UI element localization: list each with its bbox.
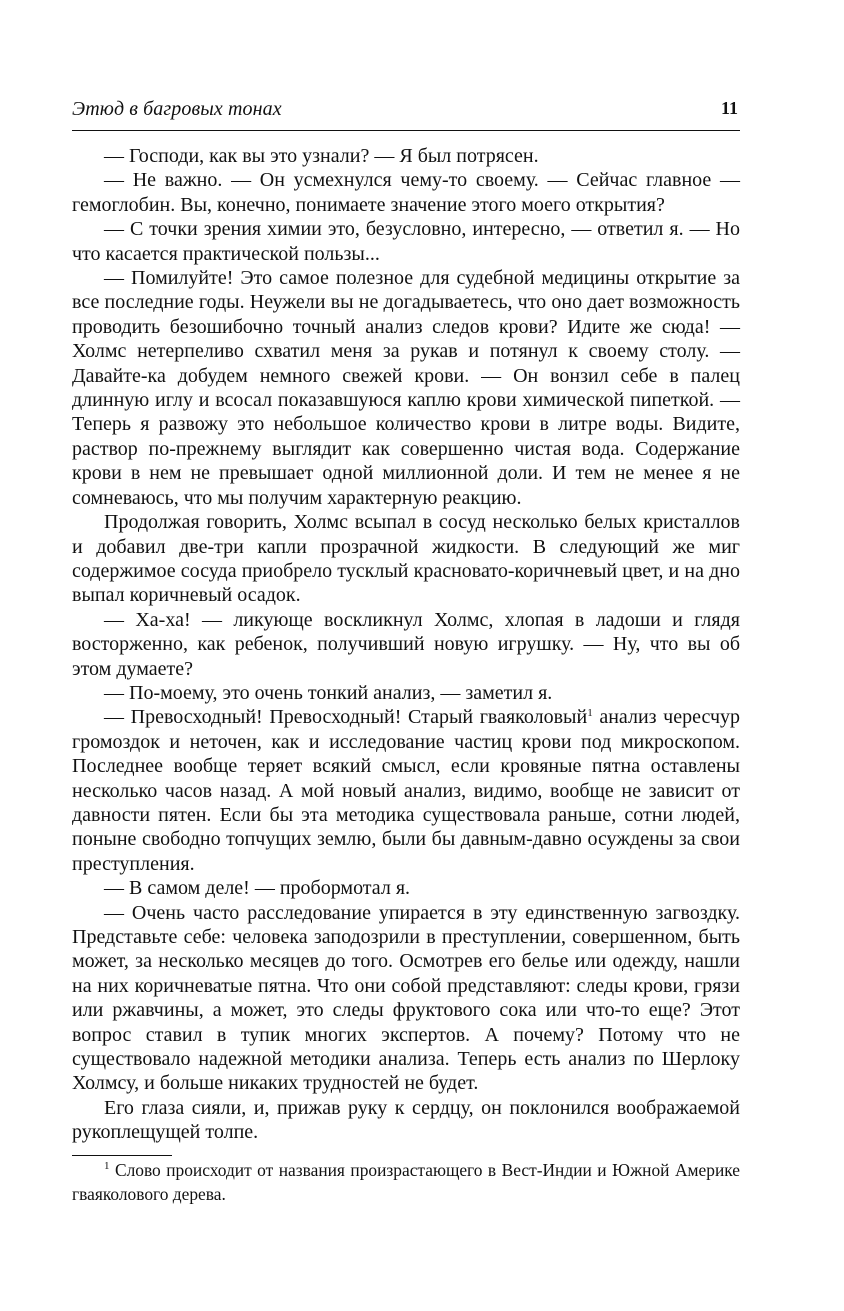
- footnote-reference: 1: [587, 707, 593, 720]
- footnote: [72, 1158, 740, 1206]
- paragraph-text: анализ чересчур громоздок и неточен, как и исследование частиц крови под микроскопом. Последнее вообще теряет всякий смысл, если кровяные пятна оставлены несколько часов назад. А мой новый анализ, видимо, вообще не зависит от давности пятен. Если бы эта методика существовала раньше, сотни людей, поныне свободно топчущих землю, были бы давным-давно осуждены за свои преступления.: [72, 706, 741, 875]
- paragraph: Продолжая говорить, Холмс всыпал в сосуд несколько белых кристаллов и добавил две-три капли прозрачной жидкости. В следующий же миг содержимое сосуда приобрело тусклый красновато-коричневый цвет, и на дно выпал коричневый осадок.: [72, 511, 740, 607]
- paragraph: — По-моему, это очень тонкий анализ, — заметил я.: [104, 681, 553, 704]
- paragraph: — С точки зрения химии это, безусловно, интересно, — ответил я. — Но что касается практической пользы...: [72, 218, 740, 265]
- paragraph: — Помилуйте! Это самое полезное для судебной медицины открытие за все последние годы. Неужели вы не догадываетесь, что оно дает возможность проводить безошибочно точный анализ следов крови? Идите же сюда! — Холмс нетерпеливо схватил меня за рукав и потянул к своему столу. — Давайте-ка добудем немного свежей крови. — Он вонзил себе в палец длинную иглу и всосал показавшуюся каплю крови химической пипеткой. — Теперь я развожу это небольшое количество крови в литре воды. Видите, раствор по-прежнему выглядит как совершенно чистая вода. Содержание крови в нем не превышает одной миллионной доли. И тем не менее я не сомневаюсь, что мы получим характерную реакцию.: [72, 267, 740, 509]
- body-text: [72, 144, 740, 1145]
- footnote-marker: 1: [104, 1160, 110, 1172]
- paragraph: — Ха-ха! — ликующе воскликнул Холмс, хлопая в ладоши и глядя восторженно, как ребенок, получивший новую игрушку. — Ну, что вы об этом думаете?: [72, 608, 740, 680]
- paragraph: — Господи, как вы это узнали? — Я был потрясен.: [104, 145, 539, 167]
- paragraph-with-footnote: [72, 705, 740, 876]
- page-number: 11: [720, 98, 738, 118]
- paragraph-text: — Превосходный! Превосходный! Старый гваяколовый: [104, 706, 588, 729]
- running-header: [72, 96, 740, 131]
- running-title: Этюд в багровых тонах: [72, 98, 282, 120]
- footnote-text: Слово происходит от названия произрастающего в Вест-Индии и Южной Америке гваяколового дерева.: [72, 1160, 740, 1204]
- paragraph: — В самом деле! — пробормотал я.: [104, 877, 411, 900]
- paragraph: — Не важно. — Он усмехнулся чему-то своему. — Сейчас главное — гемоглобин. Вы, конечно, понимаете значение этого моего открытия?: [72, 169, 740, 216]
- paragraph: — Очень часто расследование упирается в эту единственную загвоздку. Представьте себе: человека заподозрили в преступлении, совершенном, быть может, за несколько месяцев до того. Осмотрев его белье или одежду, нашли на них коричневатые пятна. Что они собой представляют: следы крови, грязи или ржавчины, а может, это следы фруктового сока или что-то еще? Этот вопрос ставил в тупик многих экспертов. А почему? Потому что не существовало надежной методики анализа. Теперь есть анализ по Шерлоку Холмсу, и больше никаких трудностей не будет.: [72, 901, 740, 1095]
- footnote-separator: [72, 1155, 172, 1156]
- paragraph: Его глаза сияли, и, прижав руку к сердцу, он поклонился воображаемой рукоплещущей толпе.: [72, 1096, 740, 1144]
